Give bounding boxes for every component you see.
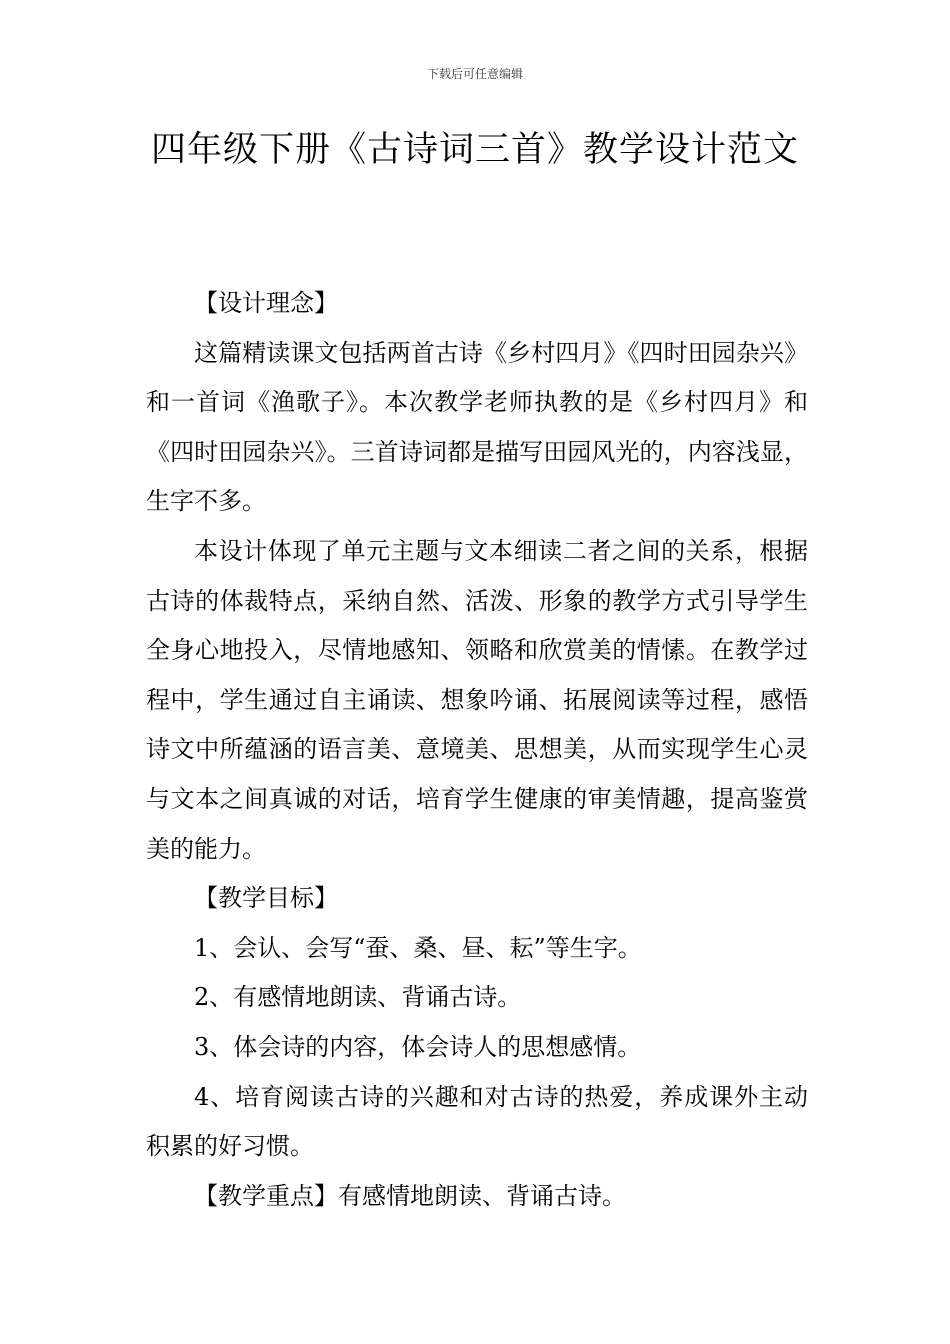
- goal-item: 4、培育阅读古诗的兴趣和对古诗的热爱，养成课外主动积累的好习惯。: [146, 1082, 808, 1161]
- goal-item: 1、会认、会写“蚕、桑、昼、耘”等生字。: [194, 933, 642, 962]
- paragraph: 这篇精读课文包括两首古诗《乡村四月》《四时田园杂兴》和一首词《渔歌子》。本次教学老师执教的是《乡村四月》和《四时田园杂兴》。三首诗词都是描写田园风光的，内容浅显，生字不多。: [146, 338, 808, 516]
- document-body: [146, 279, 808, 1221]
- goal-item: 2、有感情地朗读、背诵古诗。: [194, 983, 522, 1012]
- header-note: 下载后可任意编辑: [426, 67, 523, 81]
- goal-item: 3、体会诗的内容，体会诗人的思想感情。: [194, 1032, 642, 1061]
- document-title: 四年级下册《古诗词三首》教学设计范文: [150, 130, 799, 170]
- paragraph: 本设计体现了单元主题与文本细读二者之间的关系，根据古诗的体裁特点，采纳自然、活泼、形象的教学方式引导学生全身心地投入，尽情地感知、领略和欣赏美的情愫。在教学过程中，学生通过自主诵读、想象吟诵、拓展阅读等过程，感悟诗文中所蕴涵的语言美、意境美、思想美，从而实现学生心灵与文本之间真诚的对话，培育学生健康的审美情趣，提高鉴赏美的能力。: [146, 536, 808, 863]
- section-heading-teaching-goals: 【教学目标】: [194, 884, 338, 913]
- section-teaching-focus: 【教学重点】有感情地朗读、背诵古诗。: [194, 1181, 626, 1210]
- section-heading-design-concept: 【设计理念】: [194, 289, 338, 317]
